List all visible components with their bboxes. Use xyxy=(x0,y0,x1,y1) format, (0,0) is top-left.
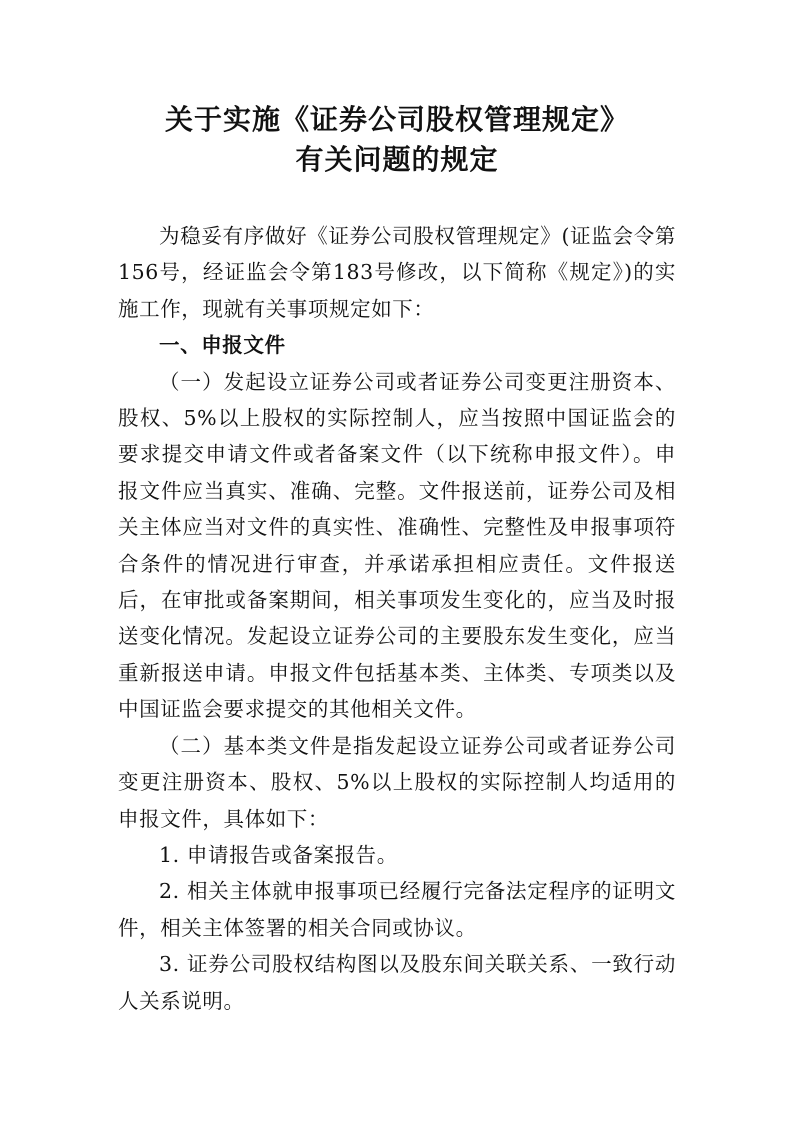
document-title xyxy=(118,100,676,180)
paragraph-1: （一）发起设立证券公司或者证券公司变更注册资本、股权、5%以上股权的实际控制人，应当按照中国证监会的要求提交申请文件或者备案文件（以下统称申报文件）。申报文件应当真实、准确、完整。文件报送前，证券公司及相关主体应当对文件的真实性、准确性、完整性及申报事项符合条件的情况进行审查，并承诺承担相应责任。文件报送后，在审批或备案期间，相关事项发生变化的，应当及时报送变化情况。发起设立证券公司的主要股东发生变化，应当重新报送申请。申报文件包括基本类、主体类、专项类以及中国证监会要求提交的其他相关文件。 xyxy=(118,369,676,722)
title-line-1: 关于实施《证券公司股权管理规定》 xyxy=(164,103,629,136)
section-heading-1: 一、申报文件 xyxy=(159,333,286,358)
intro-paragraph: 为稳妥有序做好《证券公司股权管理规定》(证监会令第156号，经证监会令第183号修改，以下简称《规定》)的实施工作，现就有关事项规定如下： xyxy=(118,224,676,321)
title-line-2: 有关问题的规定 xyxy=(295,143,499,176)
list-item: 3. 证券公司股权结构图以及股东间关联关系、一致行动人关系说明。 xyxy=(118,952,676,1013)
paragraph-2: （二）基本类文件是指发起设立证券公司或者证券公司变更注册资本、股权、5%以上股权的实际控制人均适用的申报文件，具体如下： xyxy=(118,733,676,831)
list-item: 1. 申请报告或备案报告。 xyxy=(159,842,398,867)
list-item: 2. 相关主体就申报事项已经履行完备法定程序的证明文件，相关主体签署的相关合同或协议。 xyxy=(118,879,676,940)
